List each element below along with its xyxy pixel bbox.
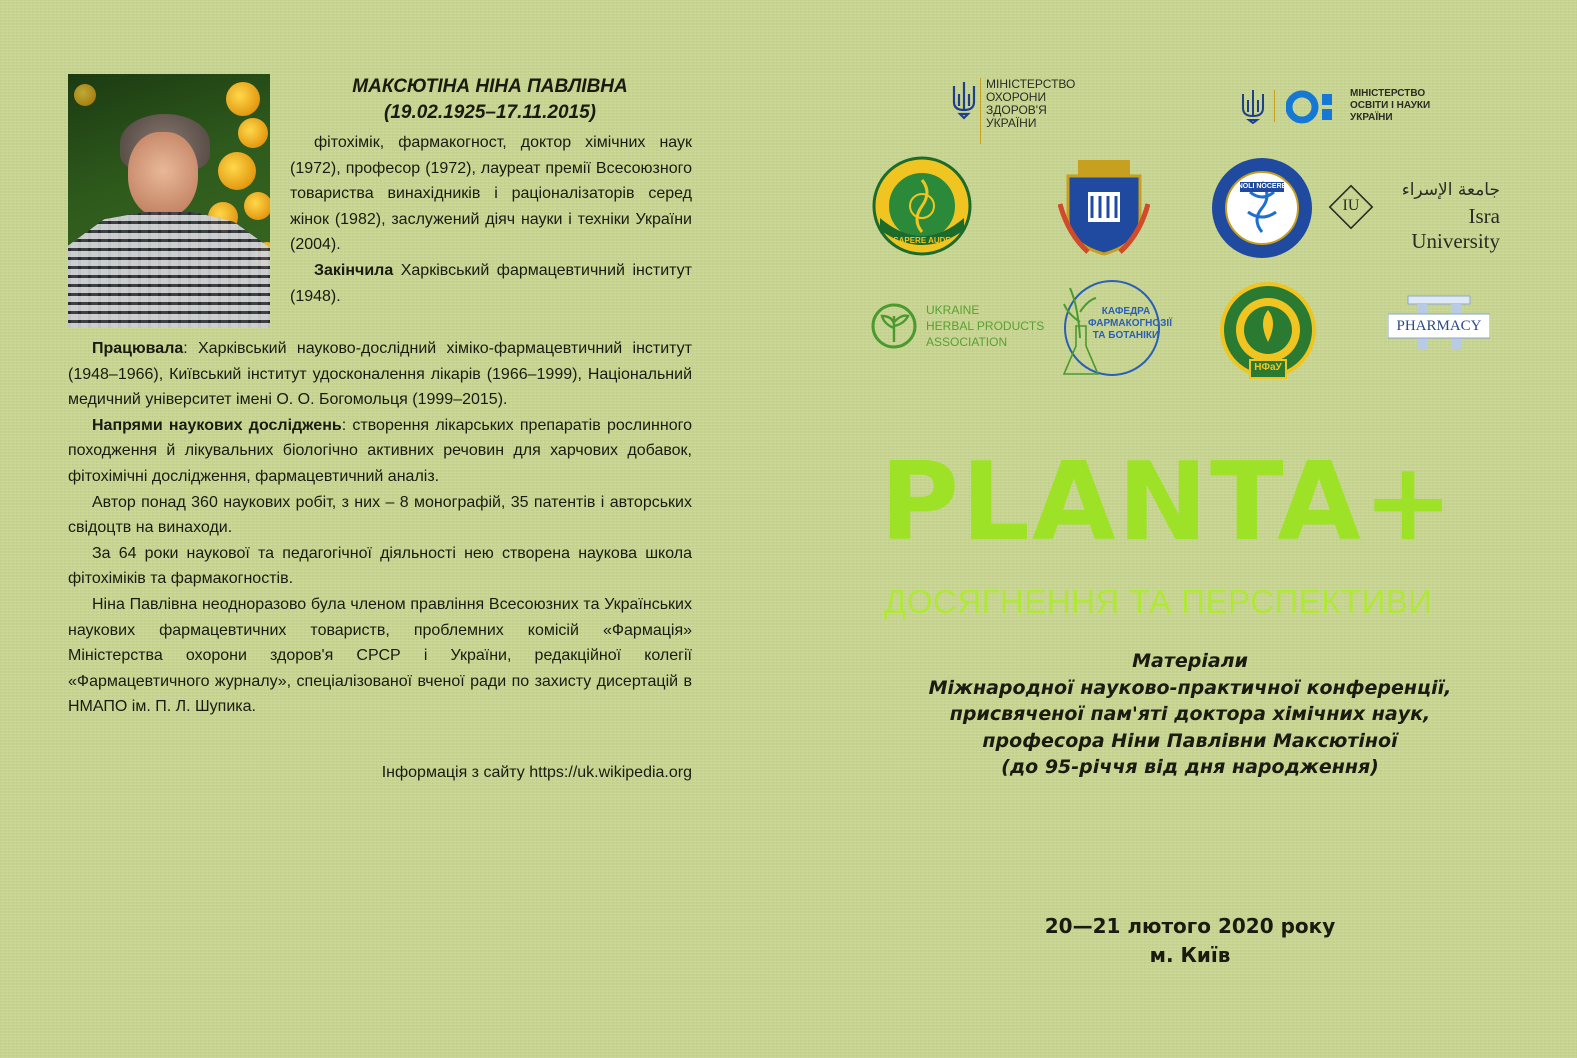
bio-works: Автор понад 360 наукових робіт, з них – 8 монографій, 35 патентів і авторських свідоцтв на винаходи.	[68, 493, 692, 537]
graduated-label: Закінчила	[314, 261, 394, 279]
isra-arabic: جامعة الإسراء	[1401, 180, 1500, 200]
kmu-seal	[1210, 156, 1314, 260]
bio-name: МАКСЮТІНА НІНА ПАВЛІВНА	[352, 76, 628, 97]
worked-label: Працювала	[92, 340, 184, 357]
isra-english: Isra University	[1411, 204, 1500, 253]
moh-line-2: ОХОРОНИ	[986, 90, 1047, 104]
worked-text: : Харківський науково-дослідний хіміко-фармацевтичний інститут (1948–1966), Київський інститут удосконалення лікарів (1966–1999), Національний медичний університет імені О. О. Богомольця (1999–2015).	[68, 340, 692, 409]
conference-date-place	[980, 912, 1400, 970]
materials-line-3: присвяченої пам'яті доктора хімічних наук,	[949, 703, 1431, 725]
moh-line-1: МІНІСТЕРСТВО	[986, 77, 1076, 91]
materials-line-1: Матеріали	[1132, 650, 1248, 672]
uhpa-line-1: UKRAINE	[926, 303, 980, 317]
pharmacy-logo	[1388, 292, 1490, 356]
university-coat-of-arms	[1058, 154, 1150, 258]
moh-line-3: ЗДОРОВ'Я	[986, 103, 1047, 117]
conference-place: м. Київ	[1149, 943, 1231, 967]
ministry-health-emblem	[948, 78, 1088, 148]
bio-intro-block	[290, 130, 692, 309]
materials-line-4: професора Ніни Павлівни Максютіної	[982, 729, 1398, 752]
uhpa-line-2: HERBAL PRODUCTS	[926, 319, 1045, 333]
uhpa-line-3: ASSOCIATION	[926, 335, 1008, 349]
nature-society-seal	[1220, 280, 1316, 384]
mes-mark-icon	[1286, 90, 1342, 124]
sapere-aude-text: SAPERE AUDE	[893, 236, 951, 245]
bio-boards: Ніна Павлівна неодноразово була членом правління Всесоюзних та Українських наукових фармацевтичних товариств, проблемних комісій «Фармація» Міністерства охорони здоров'я СРСР і України, редакційної колегії «Фармацевтичного журналу», спеціалізованої вченої ради по захисту дисертацій в НМАПО ім. П. Л. Шупика.	[68, 595, 692, 716]
materials-line-2: Міжнародної науково-практичної конференції,	[928, 676, 1452, 699]
trident-icon	[950, 80, 978, 120]
mes-line-3: УКРАЇНИ	[1350, 112, 1393, 123]
bio-graduated	[290, 258, 692, 309]
pharmacy-text: PHARMACY	[1396, 318, 1482, 334]
materials-line-5: (до 95-річчя від дня народження)	[1001, 756, 1379, 778]
kafedra-line-1: КАФЕДРА	[1101, 306, 1151, 317]
cover-subtitle: ДОСЯГНЕННЯ ТА ПЕРСПЕКТИВИ	[884, 583, 1433, 620]
research-text: : створення лікарських препаратів рослинного походження й лікувальних біологічно активних речовин для харчових добавок, фітохімічні дослідження, фармацевтичний аналіз.	[68, 416, 693, 485]
bio-dates: (19.02.1925–17.11.2015)	[384, 102, 596, 123]
herbal-association-logo	[870, 300, 1050, 352]
graduated-text: Харківський фармацевтичний інститут (1948).	[290, 261, 692, 305]
conference-description	[830, 648, 1550, 781]
kafedra-line-2: ФАРМАКОГНОЗІЇ	[1088, 318, 1172, 329]
conference-date: 20—21 лютого 2020 року	[1044, 914, 1336, 938]
nfau-label: НФаУ	[1254, 362, 1282, 373]
bio-main-block	[68, 336, 692, 720]
trident-icon-2	[1238, 88, 1268, 124]
isra-mark: IU	[1342, 197, 1360, 214]
ministry-education-emblem	[1238, 88, 1458, 128]
kafedra-line-3: ТА БОТАНІКИ	[1092, 330, 1160, 341]
mes-line-1: МІНІСТЕРСТВО	[1350, 88, 1426, 99]
research-label: Напрями наукових досліджень	[92, 416, 342, 434]
moh-line-4: УКРАЇНИ	[986, 116, 1037, 130]
noli-nocere-text: NOLI NOCERE	[1237, 183, 1287, 190]
isra-logo	[1328, 180, 1500, 253]
bio-research	[68, 413, 692, 490]
bio-school: За 64 роки наукової та педагогічної діяльності нею створена наукова школа фітохіміків та фармакогностів.	[68, 544, 692, 588]
nfau-seal	[872, 156, 972, 256]
cover-title: PLANTA+	[880, 440, 1456, 565]
bio-worked	[68, 336, 692, 413]
portrait-photo	[68, 74, 270, 328]
bio-intro: фітохімік, фармакогност, доктор хімічних наук (1972), професор (1972), лауреат премії Всесоюзного товариства винахідників і раціоналізаторів серед жінок (1982), заслужений діяч науки і техніки України (2004).	[290, 134, 692, 254]
mes-line-2: ОСВІТИ І НАУКИ	[1350, 100, 1431, 111]
source-note: Інформація з сайту https://uk.wikipedia.org	[381, 764, 692, 781]
pharmacognosy-department-logo	[1050, 276, 1172, 378]
